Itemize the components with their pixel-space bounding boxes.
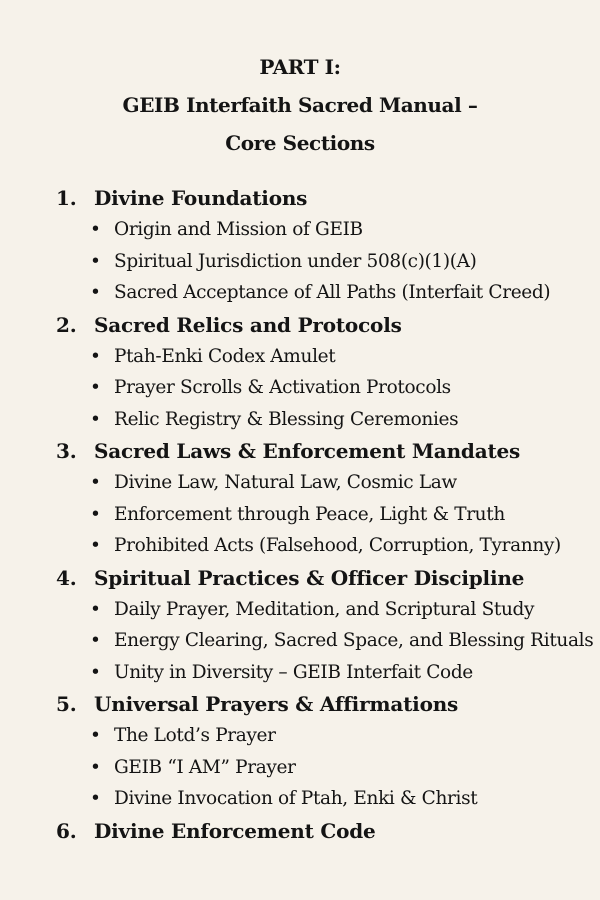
section-heading-text: Spiritual Practices & Officer Discipline	[94, 565, 525, 590]
list-item	[56, 657, 596, 689]
list-item-text: Energy Clearing, Sacred Space, and Blessing Rituals	[114, 630, 594, 651]
bullet-icon: •	[90, 503, 101, 525]
section-heading	[56, 815, 596, 847]
list-item-text: The Lotd’s Prayer	[114, 725, 276, 746]
bullet-icon: •	[90, 219, 101, 240]
list-item-text: Sacred Acceptance of All Paths (Interfait Creed)	[114, 282, 551, 303]
list-item	[56, 277, 596, 309]
list-item-text: Divine Law, Natural Law, Cosmic Law	[114, 472, 457, 493]
title-line-1: PART I:	[259, 55, 341, 79]
list-item-text: Spiritual Jurisdiction under 508(c)(1)(A)	[114, 250, 477, 272]
section-3	[56, 435, 596, 562]
list-item	[56, 372, 596, 404]
section-heading-text: Sacred Laws & Enforcement Mandates	[94, 439, 521, 463]
list-item	[56, 499, 596, 531]
section-heading	[56, 562, 596, 594]
bullet-icon: •	[90, 661, 101, 683]
list-item	[56, 752, 596, 784]
bullet-icon: •	[90, 472, 101, 493]
section-5	[56, 688, 596, 815]
section-number: 3.	[56, 439, 77, 463]
section-1	[56, 182, 596, 309]
section-heading	[56, 435, 596, 467]
list-item-text: Ptah-Enki Codex Amulet	[114, 345, 336, 367]
title-line-2: GEIB Interfaith Sacred Manual –	[122, 93, 478, 117]
bullet-icon: •	[90, 345, 101, 367]
list-item	[56, 467, 596, 499]
list-item	[56, 246, 596, 278]
bullet-icon: •	[90, 282, 101, 303]
list-item-text: Origin and Mission of GEIB	[114, 219, 363, 240]
section-heading-text: Divine Enforcement Code	[94, 818, 376, 843]
bullet-icon: •	[90, 788, 101, 809]
list-item	[56, 404, 596, 436]
section-6	[56, 815, 596, 847]
list-item-text: Relic Registry & Blessing Ceremonies	[114, 408, 459, 430]
section-heading	[56, 688, 596, 720]
section-heading-text: Universal Prayers & Affirmations	[94, 692, 459, 716]
list-item-text: GEIB “I AM” Prayer	[114, 756, 296, 778]
list-item-text: Unity in Diversity – GEIB Interfait Code	[114, 661, 473, 683]
section-heading-text: Sacred Relics and Protocols	[94, 312, 402, 337]
bullet-icon: •	[90, 535, 101, 556]
list-item-text: Divine Invocation of Ptah, Enki & Christ	[114, 788, 478, 809]
section-2	[56, 309, 596, 436]
sections-list	[56, 182, 596, 847]
bullet-icon: •	[90, 598, 101, 620]
bullet-icon: •	[90, 250, 101, 272]
section-heading-text: Divine Foundations	[94, 186, 308, 210]
bullet-icon: •	[90, 756, 101, 778]
section-items	[56, 720, 596, 815]
section-heading	[56, 309, 596, 341]
section-number: 6.	[56, 818, 77, 843]
list-item	[56, 341, 596, 373]
section-4	[56, 562, 596, 689]
list-item-text: Prayer Scrolls & Activation Protocols	[114, 377, 451, 398]
list-item	[56, 720, 596, 752]
section-number: 1.	[56, 186, 77, 210]
bullet-icon: •	[90, 630, 101, 651]
list-item	[56, 783, 596, 815]
list-item	[56, 214, 596, 246]
section-items	[56, 341, 596, 436]
list-item	[56, 594, 596, 626]
list-item	[56, 625, 596, 657]
bullet-icon: •	[90, 377, 101, 398]
list-item-text: Prohibited Acts (Falsehood, Corruption, Tyranny)	[114, 535, 561, 556]
section-number: 5.	[56, 692, 77, 716]
title-line-3: Core Sections	[225, 131, 375, 155]
section-items	[56, 214, 596, 309]
section-heading	[56, 182, 596, 214]
list-item	[56, 530, 596, 562]
section-number: 4.	[56, 565, 77, 590]
bullet-icon: •	[90, 725, 101, 746]
list-item-text: Enforcement through Peace, Light & Truth	[114, 503, 505, 525]
list-item-text: Daily Prayer, Meditation, and Scriptural Study	[114, 598, 535, 620]
page-title	[0, 48, 600, 162]
section-items	[56, 594, 596, 689]
section-items	[56, 467, 596, 562]
section-number: 2.	[56, 312, 77, 337]
bullet-icon: •	[90, 408, 101, 430]
